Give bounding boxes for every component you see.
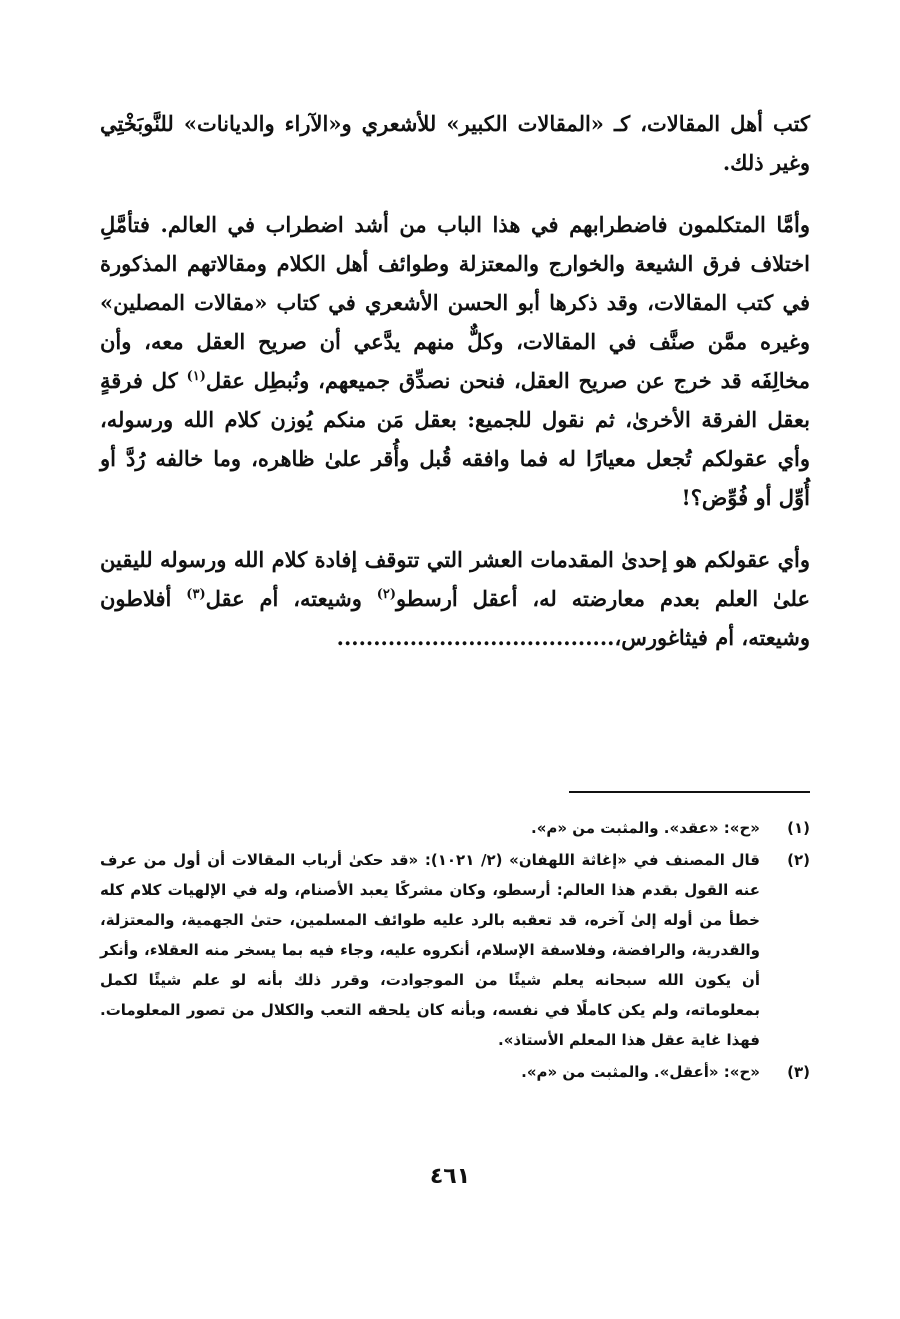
main-text bbox=[100, 104, 810, 657]
footnote-text: «ح»: «أعقل». والمثبت من «م». bbox=[521, 1063, 760, 1081]
footnote-number: (٢) bbox=[787, 851, 810, 869]
page-number: ٤٦١ bbox=[429, 1164, 471, 1189]
footnote-ref-2: (٢) bbox=[376, 587, 397, 602]
paragraph-2 bbox=[100, 205, 810, 517]
footnote-ref-1: (١) bbox=[186, 369, 206, 384]
paragraph-3 bbox=[100, 540, 810, 657]
paragraph-1-text: كتب أهل المقالات، كـ «المقالات الكبير» للأشعري و«الآراء والديانات» للنَّوبَخْتِي وغير ذلك. bbox=[100, 111, 810, 175]
paragraph-1 bbox=[100, 104, 810, 182]
footnote-ref-3: (٣) bbox=[186, 587, 206, 602]
footnote-separator bbox=[569, 791, 810, 793]
paragraph-2-text-b: كل فرقةٍ بعقل الفرقة الأخرىٰ، ثم نقول للجميع: بعقل مَن منكم يُوزن كلام الله ورسوله، وأي عقولكم تُجعل معيارًا له فما وافقه قُبل وأُقر علىٰ ظاهره، وما خالفه رُدَّ أو أُوِّل أو فُوِّض؟! bbox=[100, 368, 810, 510]
footnote-text: «ح»: «عقد». والمثبت من «م». bbox=[531, 819, 760, 837]
paragraph-3-text-a: وأي عقولكم هو إحدىٰ المقدمات العشر التي تتوقف إفادة كلام الله ورسوله لليقين علىٰ العلم بعدم معارضته له، أعقل أرسطو bbox=[100, 547, 811, 611]
footnote-3 bbox=[100, 1057, 810, 1087]
paragraph-2-text-a: وأمَّا المتكلمون فاضطرابهم في هذا الباب من أشد اضطراب في العالم. فتأمَّلِ اختلاف فرق الشيعة والخوارج والمعتزلة وطوائف أهل الكلام ومقالاتهم المذكورة في كتب المقالات، وقد ذكرها أبو الحسن الأشعري في كتاب «مقالات المصلين» وغيره ممَّن صنَّف في المقالات، وكلٌّ منهم يدَّعي أن صريح العقل معه، وأن مخالِفَه قد خرج عن صريح العقل، فنحن نصدِّق جميعهم، ونُبطِل عقل bbox=[100, 212, 810, 393]
footnote-number: (١) bbox=[787, 819, 810, 837]
paragraph-3-text-c: أفلاطون وشيعته، أم فيثاغورس،...................................... bbox=[100, 586, 810, 650]
footnote-1 bbox=[100, 813, 810, 843]
footnote-2 bbox=[100, 845, 810, 1055]
footnotes bbox=[100, 813, 810, 1089]
footnote-number: (٣) bbox=[787, 1063, 810, 1081]
footnote-text: قال المصنف في «إغاثة اللهفان» (٢/ ١٠٢١): «قد حكىٰ أرباب المقالات أن أول من عرف عنه القول بقدم هذا العالم: أرسطو، وكان مشركًا يعبد الأصنام، وله في الإلهيات كلام كله خطأ من أوله إلىٰ آخره، قد تعقبه بالرد عليه طوائف المسلمين، حتىٰ الجهمية، والمعتزلة، والقدرية، والرافضة، وفلاسفة الإسلام، أنكروه عليه، وجاء فيه بما يسخر منه العقلاء، وأنكر أن يكون الله سبحانه يعلم شيئًا من الموجوادت، وقرر ذلك بأنه لو علم شيئًا لكمل بمعلوماته، ولم يكن كاملًا في نفسه، وبأنه كان يلحقه التعب والكلال من تصور المعلومات. فهذا غاية عقل هذا المعلم الأستاذ». bbox=[100, 851, 760, 1049]
paragraph-3-text-b: وشيعته، أم عقل bbox=[205, 586, 377, 611]
